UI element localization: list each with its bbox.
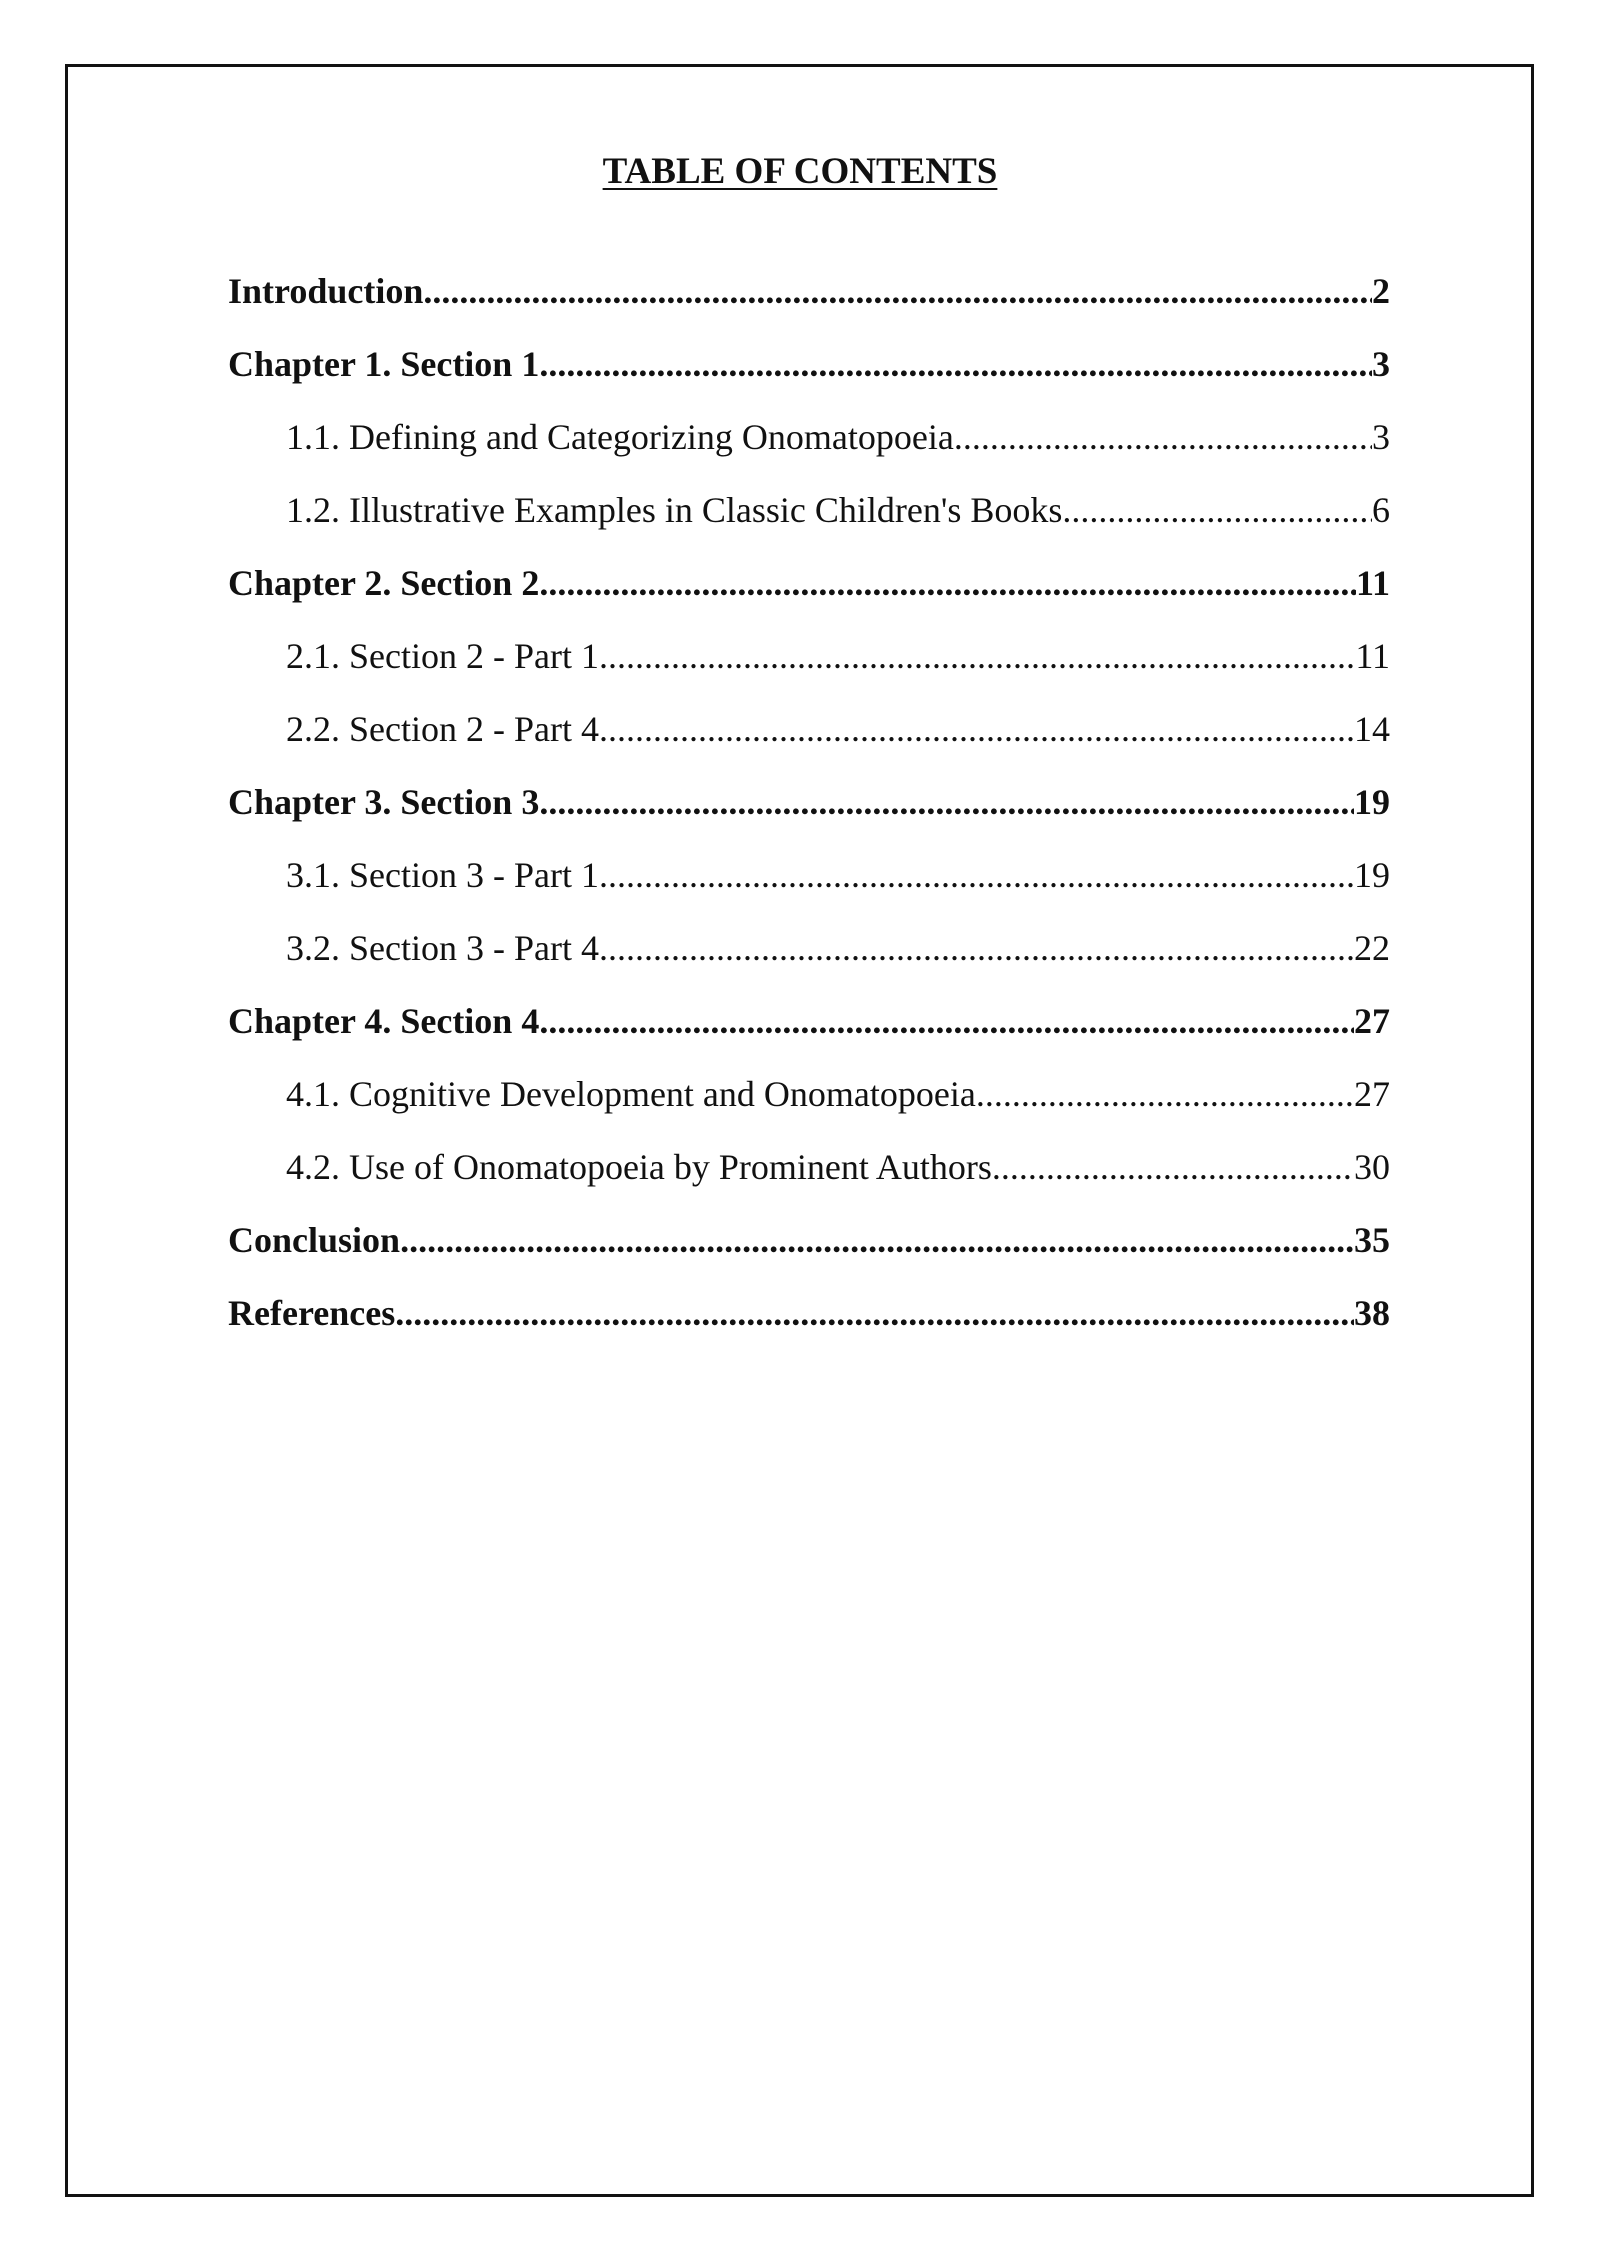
toc-page-number: 11: [1355, 635, 1390, 676]
toc-entry-conclusion[interactable]: [228, 1203, 1390, 1276]
toc-page-number: 38: [1354, 1292, 1390, 1333]
toc-dot-leader: [400, 1222, 1354, 1258]
toc-entry-chapter-2[interactable]: [228, 546, 1390, 619]
toc-entry-references[interactable]: [228, 1276, 1390, 1349]
toc-entry-1-2[interactable]: [228, 473, 1390, 546]
toc-entry-2-2[interactable]: [228, 692, 1390, 765]
toc-page-number: 22: [1354, 927, 1390, 968]
toc-dot-leader: [599, 711, 1354, 747]
toc-entry-label: Conclusion: [228, 1219, 401, 1260]
toc-dot-leader: [539, 346, 1372, 382]
toc-dot-leader: [599, 930, 1354, 966]
toc-entry-label: 4.2. Use of Onomatopoeia by Prominent Authors: [286, 1146, 992, 1187]
toc-page-number: 14: [1354, 708, 1390, 749]
toc-dot-leader: [1062, 492, 1372, 528]
toc-entry-1-1[interactable]: [228, 400, 1390, 473]
toc-page-number: 19: [1354, 781, 1390, 822]
toc-dot-leader: [599, 857, 1354, 893]
toc-entry-4-1[interactable]: [228, 1057, 1390, 1130]
toc-list: [228, 254, 1390, 1349]
toc-entry-label: Introduction: [228, 270, 424, 311]
toc-entry-label: 4.1. Cognitive Development and Onomatopoeia: [286, 1073, 976, 1114]
toc-entry-label: 2.1. Section 2 - Part 1: [286, 635, 599, 676]
toc-page-number: 2: [1372, 270, 1390, 311]
toc-entry-label: 1.2. Illustrative Examples in Classic Children's Books: [286, 489, 1063, 530]
toc-entry-label: Chapter 1. Section 1: [228, 343, 540, 384]
toc-entry-label: 3.1. Section 3 - Part 1: [286, 854, 599, 895]
toc-dot-leader: [954, 419, 1372, 455]
toc-entry-3-1[interactable]: [228, 838, 1390, 911]
toc-entry-label: Chapter 3. Section 3: [228, 781, 540, 822]
toc-page-number: 35: [1354, 1219, 1390, 1260]
toc-entry-label: References: [228, 1292, 396, 1333]
toc-entry-label: 3.2. Section 3 - Part 4: [286, 927, 599, 968]
toc-dot-leader: [539, 784, 1354, 820]
toc-page-number: 27: [1354, 1073, 1390, 1114]
toc-page-number: 11: [1355, 562, 1390, 603]
toc-dot-leader: [976, 1076, 1354, 1112]
toc-entry-chapter-3[interactable]: [228, 765, 1390, 838]
toc-page-number: 6: [1372, 489, 1390, 530]
toc-page-number: 27: [1354, 1000, 1390, 1041]
toc-entry-2-1[interactable]: [228, 619, 1390, 692]
toc-dot-leader: [539, 1003, 1354, 1039]
toc-entry-chapter-4[interactable]: [228, 984, 1390, 1057]
toc-entry-3-2[interactable]: [228, 911, 1390, 984]
toc-dot-leader: [395, 1295, 1354, 1331]
toc-dot-leader: [539, 565, 1356, 601]
toc-entry-label: 1.1. Defining and Categorizing Onomatopoeia: [286, 416, 954, 457]
toc-entry-label: Chapter 2. Section 2: [228, 562, 540, 603]
toc-entry-4-2[interactable]: [228, 1130, 1390, 1203]
toc-entry-introduction[interactable]: [228, 254, 1390, 327]
toc-title: TABLE OF CONTENTS: [602, 151, 998, 192]
toc-dot-leader: [599, 638, 1355, 674]
toc-page-number: 30: [1354, 1146, 1390, 1187]
toc-page-number: 3: [1372, 416, 1390, 457]
toc-entry-label: 2.2. Section 2 - Part 4: [286, 708, 599, 749]
toc-page-number: 19: [1354, 854, 1390, 895]
toc-dot-leader: [992, 1149, 1354, 1185]
toc-dot-leader: [423, 273, 1372, 309]
toc-page-number: 3: [1372, 343, 1390, 384]
toc-entry-label: Chapter 4. Section 4: [228, 1000, 540, 1041]
toc-entry-chapter-1[interactable]: [228, 327, 1390, 400]
